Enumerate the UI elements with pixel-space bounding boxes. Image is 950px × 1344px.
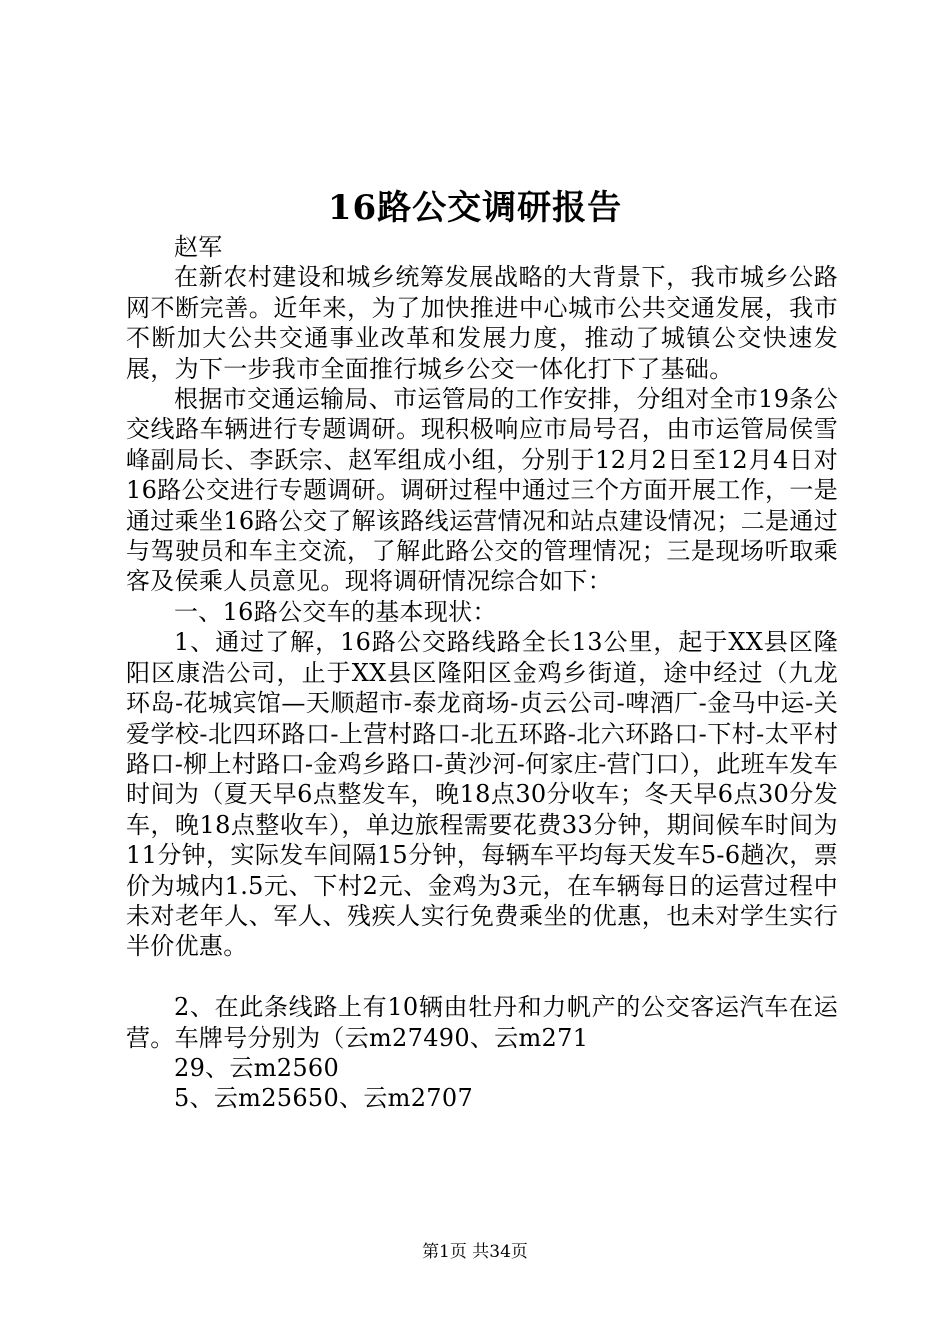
paragraph-plate-continued-2: 5、云m25650、云m2707 [174,1084,474,1113]
paragraph-plate-continued-1: 29、云m2560 [174,1053,340,1082]
page-footer: 第1页 共34页 [422,1242,528,1262]
document-title: 16路公交调研报告 [327,188,623,228]
document-body [126,232,838,1114]
section-heading-status: 一、16路公交车的基本现状： [174,597,497,626]
paragraph-vehicles: 2、在此条线路上有10辆由牡丹和力帆产的公交客运汽车在运营。车牌号分别为（云m27490、云m271 [126,993,838,1052]
paragraph-arrangement: 根据市交通运输局、市运管局的工作安排，分组对全市19条公交线路车辆进行专题调研。现积极响应市局号召，由市运管局侯雪峰副局长、李跃宗、赵军组成小组，分别于12月2日至12月4日对16路公交进行专题调研。调研过程中通过三个方面开展工作，一是通过乘坐16路公交了解该路线运营情况和站点建设情况；二是通过与驾驶员和车主交流，了解此路公交的管理情况；三是现场听取乘客及侯乘人员意见。现将调研情况综合如下： [126,385,838,596]
author-line: 赵军 [174,233,223,261]
paragraph-intro: 在新农村建设和城乡统筹发展战略的大背景下，我市城乡公路网不断完善。近年来，为了加快推进中心城市公共交通发展，我市不断加大公共交通事业改革和发展力度，推动了城镇公交快速发展，为下一步我市全面推行城乡公交一体化打下了基础。 [126,263,838,383]
paragraph-route-details: 1、通过了解，16路公交路线路全长13公里，起于XX县区隆阳区康浩公司，止于XX县区隆阳区金鸡乡街道，途中经过（九龙环岛-花城宾馆—天顺超市-泰龙商场-贞云公司-啤酒厂-金马中运-关爱学校-北四环路口-上营村路口-北五环路-北六环路口-下村-太平村路口-柳上村路口-金鸡乡路口-黄沙河-何家庄-营门口），此班车发车时间为（夏天早6点整发车，晚18点30分收车；冬天早6点30分发车，晚18点整收车），单边旅程需要花费33分钟，期间候车时间为11分钟，实际发车间隔15分钟，每辆车平均每天发车5-6趟次，票价为城内1.5元、下村2元、金鸡为3元，在车辆每日的运营过程中未对老年人、军人、残疾人实行免费乘坐的优惠，也未对学生实行半价优惠。 [126,628,838,961]
